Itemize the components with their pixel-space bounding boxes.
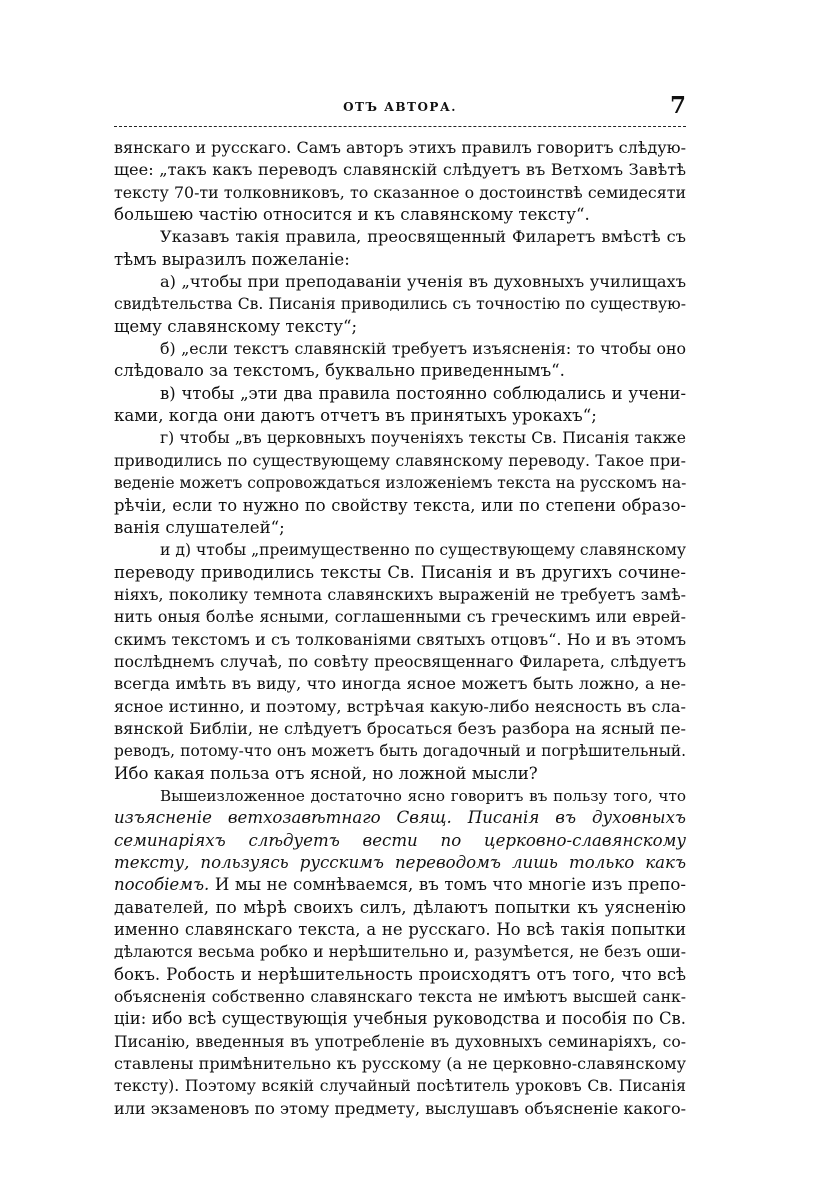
text-line: вянской Библіи, не слѣдуетъ бросаться безъ разбора на ясный пе-	[114, 718, 686, 738]
text-line: реводъ, потому-что онъ можетъ быть догадочный и погрѣшительный.	[114, 742, 686, 761]
text-line: ясное истинно, и поэтому, встрѣчая какую-либо неясность въ сла-	[114, 696, 686, 716]
text-line: Указавъ такія правила, преосвященный Филаретъ вмѣстѣ съ	[160, 227, 686, 247]
page-header	[114, 92, 686, 122]
text-line: тексту, пользуясь русскимъ переводомъ лишь только какъ	[114, 853, 686, 872]
text-line: дѣлаются весьма робко и нерѣшительно и, разумѣется, не безъ оши-	[114, 943, 686, 962]
text-line: щему славянскому тексту“;	[114, 316, 358, 336]
text-line: г) чтобы „въ церковныхъ поученіяхъ тексты Св. Писанія также	[160, 429, 686, 448]
text-line: щее: „такъ какъ переводъ славянскій слѣдуетъ въ Ветхомъ Завѣтѣ	[114, 160, 686, 180]
text-line: бокъ. Робость и нерѣшительность происходятъ отъ того, что всѣ	[114, 964, 686, 984]
text-line: Писанію, введенныя въ употребленіе въ духовныхъ семинаріяхъ, со-	[114, 1032, 686, 1051]
text-line: тѣмъ выразилъ пожеланіе:	[114, 249, 350, 269]
text-line: пособіемъ. И мы не сомнѣваемся, въ томъ что многіе изъ препо-	[114, 875, 686, 895]
text-line: объясненія собственно славянскаго текста не имѣютъ высшей санк-	[114, 988, 686, 1007]
text-line: ванія слушателей“;	[114, 517, 285, 537]
text-line: переводу приводились тексты Св. Писанія и въ другихъ сочине-	[114, 562, 686, 582]
text-line: вянскаго и русскаго. Самъ авторъ этихъ правилъ говоритъ слѣдую-	[114, 138, 686, 157]
header-rule	[114, 126, 686, 127]
text-line: всегда имѣть въ виду, что иногда ясное можетъ быть ложно, а не-	[114, 674, 686, 694]
text-line: ставлены примѣнительно къ русскому (а не церковно-славянскому	[114, 1054, 686, 1074]
text-line: нить оныя болѣе ясными, соглашенными съ греческимъ или еврей-	[114, 607, 686, 627]
text-line: большею частію относится и къ славянскому тексту“.	[114, 205, 590, 225]
running-title: ОТЪ АВТОРА.	[343, 100, 457, 114]
text-line: свидѣтельства Св. Писанія приводились съ точностію по существую-	[114, 295, 686, 314]
text-line: б) „если текстъ славянскій требуетъ изъясненія: то чтобы оно	[160, 339, 686, 359]
text-line: Вышеизложенное достаточно ясно говоритъ въ пользу того, что	[160, 786, 686, 805]
book-page	[114, 92, 686, 1120]
page-number: 7	[669, 92, 686, 119]
text-line: веденіе можетъ сопровождаться изложеніемъ текста на русскомъ на-	[114, 474, 687, 493]
text-line: изъясненіе ветхозавѣтнаго Свящ. Писанія въ духовныхъ	[114, 808, 686, 828]
text-line: послѣднемъ случаѣ, по совѣту преосвященнаго Филарета, слѣдуетъ	[114, 651, 686, 671]
text-line: Ибо какая польза отъ ясной, но ложной мысли?	[114, 763, 538, 783]
text-line: в) чтобы „эти два правила постоянно соблюдались и учени-	[160, 383, 686, 403]
text-line: ніяхъ, поколику темнота славянскихъ выраженій не требуетъ замѣ-	[114, 584, 686, 604]
text-line: или экзаменовъ по этому предмету, выслушавъ объясненіе какого-	[114, 1098, 686, 1118]
body-text	[114, 137, 686, 1120]
text-line: и д) чтобы „преимущественно по существующему славянскому	[160, 541, 687, 560]
text-line: тексту 70-ти толковниковъ, то сказанное о достоинствѣ семидесяти	[114, 182, 686, 202]
text-line: скимъ текстомъ и съ толкованіями святыхъ отцовъ“. Но и въ этомъ	[114, 629, 686, 649]
text-line: приводились по существующему славянскому переводу. Такое при-	[114, 450, 686, 470]
text-line: ціи: ибо всѣ существующія учебныя руководства и пособія по Св.	[114, 1009, 686, 1029]
text-line: слѣдовало за текстомъ, буквально приведеннымъ“.	[114, 361, 565, 381]
text-line: а) „чтобы при преподаваніи ученія въ духовныхъ училищахъ	[160, 272, 686, 292]
text-line: именно славянскаго текста, а не русскаго. Но всѣ такія попытки	[114, 920, 686, 940]
text-line: рѣчіи, если то нужно по свойству текста, или по степени образо-	[114, 495, 686, 515]
text-line: ками, когда они даютъ отчетъ въ принятыхъ урокахъ“;	[114, 406, 597, 426]
text-line: давателей, по мѣрѣ своихъ силъ, дѣлаютъ попытки къ уясненію	[114, 897, 686, 917]
text-line: семинаріяхъ слѣдуетъ вести по церковно-славянскому	[114, 830, 686, 850]
text-line: тексту). Поэтому всякій случайный посѣтитель уроковъ Св. Писанія	[114, 1077, 686, 1096]
